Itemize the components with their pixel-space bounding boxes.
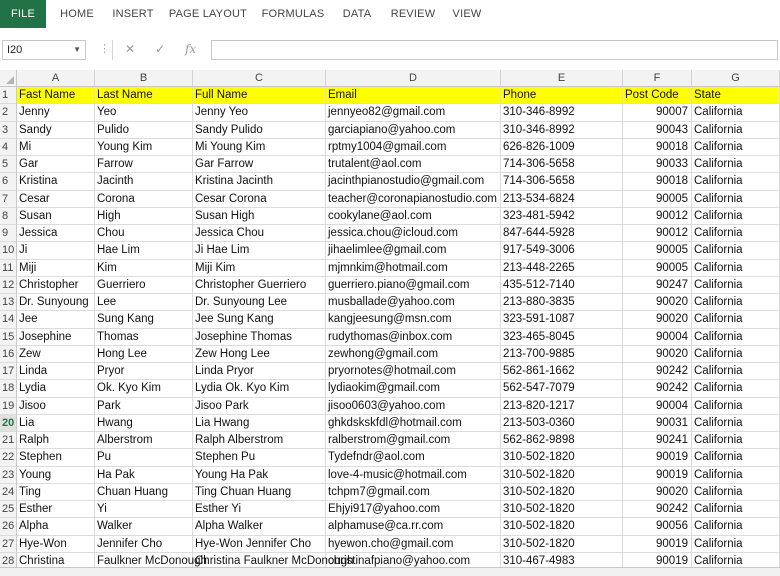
cell-b27[interactable]: Jennifer Cho	[95, 536, 193, 553]
table-header-row	[17, 87, 780, 104]
cell-b23[interactable]: Ha Pak	[95, 467, 193, 484]
cell-c22[interactable]: Stephen Pu	[193, 449, 326, 466]
table-row	[17, 208, 780, 225]
row-header[interactable]: 28	[0, 553, 17, 570]
cell-f26[interactable]: 90056	[623, 518, 692, 535]
cell-g12[interactable]: California	[692, 277, 780, 294]
cell-g20[interactable]: California	[692, 415, 780, 432]
cell-a13[interactable]: Dr. Sunyoung	[17, 294, 95, 311]
cell-e19[interactable]: 213-820-1217	[501, 398, 623, 415]
cell-f20[interactable]: 90031	[623, 415, 692, 432]
cell-e6[interactable]: 714-306-5658	[501, 173, 623, 190]
tab-view[interactable]: VIEW	[452, 8, 482, 20]
cell-g2[interactable]: California	[692, 104, 780, 121]
cell-a1[interactable]: Fast Name	[17, 87, 95, 104]
cell-a27[interactable]: Hye-Won	[17, 536, 95, 553]
table-row	[17, 432, 780, 449]
table-row	[17, 363, 780, 380]
cell-d23[interactable]: love-4-music@hotmail.com	[326, 467, 501, 484]
cell-e4[interactable]: 626-826-1009	[501, 139, 623, 156]
cell-a3[interactable]: Sandy	[17, 122, 95, 139]
cell-e10[interactable]: 917-549-3006	[501, 242, 623, 259]
cell-g24[interactable]: California	[692, 484, 780, 501]
cell-c14[interactable]: Jee Sung Kang	[193, 311, 326, 328]
cell-d13[interactable]: musballade@yahoo.com	[326, 294, 501, 311]
cell-f13[interactable]: 90020	[623, 294, 692, 311]
cell-a10[interactable]: Ji	[17, 242, 95, 259]
cell-d25[interactable]: Ehjyi917@yahoo.com	[326, 501, 501, 518]
table-row	[17, 346, 780, 363]
row-header[interactable]: 20	[0, 415, 17, 432]
cell-f12[interactable]: 90247	[623, 277, 692, 294]
formula-bar-buttons	[112, 40, 209, 60]
cell-c18[interactable]: Lydia Ok. Kyo Kim	[193, 380, 326, 397]
cell-a16[interactable]: Zew	[17, 346, 95, 363]
row-header[interactable]: 21	[0, 432, 17, 449]
spreadsheet-grid	[0, 70, 780, 575]
table-row	[17, 329, 780, 346]
row-header[interactable]: 15	[0, 329, 17, 346]
cell-a14[interactable]: Jee	[17, 311, 95, 328]
row-header[interactable]: 12	[0, 277, 17, 294]
row-header[interactable]: 27	[0, 536, 17, 553]
column-header-f[interactable]: F	[623, 70, 692, 87]
cell-a19[interactable]: Jisoo	[17, 398, 95, 415]
row-header[interactable]: 26	[0, 518, 17, 535]
chevron-down-icon[interactable]: ▼	[73, 45, 81, 54]
table-row	[17, 467, 780, 484]
cell-c24[interactable]: Ting Chuan Huang	[193, 484, 326, 501]
cell-g3[interactable]: California	[692, 122, 780, 139]
cell-d20[interactable]: ghkdskskfdl@hotmail.com	[326, 415, 501, 432]
row-header[interactable]: 7	[0, 191, 17, 208]
cell-g22[interactable]: California	[692, 449, 780, 466]
cell-g21[interactable]: California	[692, 432, 780, 449]
grip-icon: ⋮	[99, 43, 110, 55]
row-header[interactable]: 5	[0, 156, 17, 173]
cell-d16[interactable]: zewhong@gmail.com	[326, 346, 501, 363]
table-row	[17, 380, 780, 397]
cell-c3[interactable]: Sandy Pulido	[193, 122, 326, 139]
cell-a21[interactable]: Ralph	[17, 432, 95, 449]
sheet-tab-strip	[0, 567, 780, 576]
cell-c10[interactable]: Ji Hae Lim	[193, 242, 326, 259]
cell-d28[interactable]: christinafpiano@yahoo.com	[326, 553, 501, 570]
cell-c12[interactable]: Christopher Guerriero	[193, 277, 326, 294]
cell-d9[interactable]: jessica.chou@icloud.com	[326, 225, 501, 242]
row-header[interactable]: 19	[0, 398, 17, 415]
cell-a22[interactable]: Stephen	[17, 449, 95, 466]
row-header[interactable]: 6	[0, 173, 17, 190]
table-row	[17, 398, 780, 415]
select-all-icon	[6, 76, 14, 84]
row-header[interactable]: 17	[0, 363, 17, 380]
name-box[interactable]	[2, 40, 86, 60]
row-header[interactable]: 8	[0, 208, 17, 225]
cell-f24[interactable]: 90020	[623, 484, 692, 501]
cell-e1[interactable]: Phone	[501, 87, 623, 104]
row-header[interactable]: 22	[0, 449, 17, 466]
cell-d22[interactable]: Tydefndr@aol.com	[326, 449, 501, 466]
column-header-d[interactable]: D	[326, 70, 501, 87]
table-row	[17, 449, 780, 466]
tab-file[interactable]: FILE	[0, 0, 46, 28]
cell-f22[interactable]: 90019	[623, 449, 692, 466]
cell-b14[interactable]: Sung Kang	[95, 311, 193, 328]
table-row	[17, 242, 780, 259]
cell-e21[interactable]: 562-862-9898	[501, 432, 623, 449]
cell-b15[interactable]: Thomas	[95, 329, 193, 346]
cell-a24[interactable]: Ting	[17, 484, 95, 501]
cell-f2[interactable]: 90007	[623, 104, 692, 121]
table-row	[17, 225, 780, 242]
row-header[interactable]: 16	[0, 346, 17, 363]
cell-f11[interactable]: 90005	[623, 260, 692, 277]
cell-c8[interactable]: Susan High	[193, 208, 326, 225]
cell-c9[interactable]: Jessica Chou	[193, 225, 326, 242]
tab-formulas[interactable]: FORMULAS	[261, 8, 325, 20]
row-header[interactable]: 1	[0, 87, 17, 104]
row-header[interactable]: 13	[0, 294, 17, 311]
cell-f16[interactable]: 90020	[623, 346, 692, 363]
cell-a6[interactable]: Kristina	[17, 173, 95, 190]
cell-d12[interactable]: guerriero.piano@gmail.com	[326, 277, 501, 294]
ribbon-tabs	[0, 0, 780, 28]
cell-b3[interactable]: Pulido	[95, 122, 193, 139]
cell-e26[interactable]: 310-502-1820	[501, 518, 623, 535]
formula-input[interactable]	[211, 40, 778, 60]
cell-g25[interactable]: California	[692, 501, 780, 518]
cell-c2[interactable]: Jenny Yeo	[193, 104, 326, 121]
cell-a11[interactable]: Miji	[17, 260, 95, 277]
cell-g8[interactable]: California	[692, 208, 780, 225]
cell-a18[interactable]: Lydia	[17, 380, 95, 397]
column-header-a[interactable]: A	[17, 70, 95, 87]
cell-f15[interactable]: 90004	[623, 329, 692, 346]
cell-g14[interactable]: California	[692, 311, 780, 328]
cell-b12[interactable]: Guerriero	[95, 277, 193, 294]
cell-f28[interactable]: 90019	[623, 553, 692, 570]
cell-b5[interactable]: Farrow	[95, 156, 193, 173]
cell-f9[interactable]: 90012	[623, 225, 692, 242]
enter-icon[interactable]: ✓	[155, 42, 166, 56]
cell-f3[interactable]: 90043	[623, 122, 692, 139]
cell-g19[interactable]: California	[692, 398, 780, 415]
table-row	[17, 260, 780, 277]
cell-c7[interactable]: Cesar Corona	[193, 191, 326, 208]
row-header[interactable]: 18	[0, 380, 17, 397]
cell-b7[interactable]: Corona	[95, 191, 193, 208]
cell-f21[interactable]: 90241	[623, 432, 692, 449]
row-header[interactable]: 14	[0, 311, 17, 328]
cell-g18[interactable]: California	[692, 380, 780, 397]
cell-d6[interactable]: jacinthpianostudio@gmail.com	[326, 173, 501, 190]
cell-b4[interactable]: Young Kim	[95, 139, 193, 156]
cell-g13[interactable]: California	[692, 294, 780, 311]
cell-c21[interactable]: Ralph Alberstrom	[193, 432, 326, 449]
function-icon[interactable]: fx	[185, 42, 197, 56]
select-all-corner[interactable]	[0, 70, 17, 87]
cell-f1[interactable]: Post Code	[623, 87, 692, 104]
cell-g17[interactable]: California	[692, 363, 780, 380]
cell-e25[interactable]: 310-502-1820	[501, 501, 623, 518]
cell-b17[interactable]: Pryor	[95, 363, 193, 380]
cell-g9[interactable]: California	[692, 225, 780, 242]
cell-g1[interactable]: State	[692, 87, 780, 104]
cell-e24[interactable]: 310-502-1820	[501, 484, 623, 501]
cell-e11[interactable]: 213-448-2265	[501, 260, 623, 277]
cell-d19[interactable]: jisoo0603@yahoo.com	[326, 398, 501, 415]
table-row	[17, 518, 780, 535]
cell-b2[interactable]: Yeo	[95, 104, 193, 121]
cell-g4[interactable]: California	[692, 139, 780, 156]
cell-d21[interactable]: ralberstrom@gmail.com	[326, 432, 501, 449]
cell-e20[interactable]: 213-503-0360	[501, 415, 623, 432]
cell-a4[interactable]: Mi	[17, 139, 95, 156]
cell-b24[interactable]: Chuan Huang	[95, 484, 193, 501]
cell-f23[interactable]: 90019	[623, 467, 692, 484]
cell-e7[interactable]: 213-534-6824	[501, 191, 623, 208]
cell-e17[interactable]: 562-861-1662	[501, 363, 623, 380]
cell-c1[interactable]: Full Name	[193, 87, 326, 104]
cell-f6[interactable]: 90018	[623, 173, 692, 190]
cell-f27[interactable]: 90019	[623, 536, 692, 553]
cell-c4[interactable]: Mi Young Kim	[193, 139, 326, 156]
cell-c6[interactable]: Kristina Jacinth	[193, 173, 326, 190]
tab-review[interactable]: REVIEW	[390, 8, 436, 20]
cell-b6[interactable]: Jacinth	[95, 173, 193, 190]
cell-e12[interactable]: 435-512-7140	[501, 277, 623, 294]
cell-f17[interactable]: 90242	[623, 363, 692, 380]
cell-e15[interactable]: 323-465-8045	[501, 329, 623, 346]
cell-d27[interactable]: hyewon.cho@gmail.com	[326, 536, 501, 553]
cell-e23[interactable]: 310-502-1820	[501, 467, 623, 484]
column-header-e[interactable]: E	[501, 70, 623, 87]
cell-f10[interactable]: 90005	[623, 242, 692, 259]
table-row	[17, 415, 780, 432]
cell-d24[interactable]: tchpm7@gmail.com	[326, 484, 501, 501]
cell-b19[interactable]: Park	[95, 398, 193, 415]
cell-f25[interactable]: 90242	[623, 501, 692, 518]
cell-a7[interactable]: Cesar	[17, 191, 95, 208]
cell-d26[interactable]: alphamuse@ca.rr.com	[326, 518, 501, 535]
cell-a26[interactable]: Alpha	[17, 518, 95, 535]
cell-e3[interactable]: 310-346-8992	[501, 122, 623, 139]
cell-g11[interactable]: California	[692, 260, 780, 277]
table-row	[17, 484, 780, 501]
cell-f8[interactable]: 90012	[623, 208, 692, 225]
cell-b22[interactable]: Pu	[95, 449, 193, 466]
cell-g28[interactable]: California	[692, 553, 780, 570]
cell-b13[interactable]: Lee	[95, 294, 193, 311]
cell-a17[interactable]: Linda	[17, 363, 95, 380]
cell-c15[interactable]: Josephine Thomas	[193, 329, 326, 346]
cell-g26[interactable]: California	[692, 518, 780, 535]
cell-b9[interactable]: Chou	[95, 225, 193, 242]
cell-a25[interactable]: Esther	[17, 501, 95, 518]
cell-b1[interactable]: Last Name	[95, 87, 193, 104]
cell-a23[interactable]: Young	[17, 467, 95, 484]
cell-c23[interactable]: Young Ha Pak	[193, 467, 326, 484]
row-header[interactable]: 23	[0, 467, 17, 484]
column-header-c[interactable]: C	[193, 70, 326, 87]
table-row	[17, 139, 780, 156]
cell-b8[interactable]: High	[95, 208, 193, 225]
cell-c5[interactable]: Gar Farrow	[193, 156, 326, 173]
cell-b20[interactable]: Hwang	[95, 415, 193, 432]
cell-g15[interactable]: California	[692, 329, 780, 346]
row-header[interactable]: 11	[0, 260, 17, 277]
cell-e22[interactable]: 310-502-1820	[501, 449, 623, 466]
tab-page-layout[interactable]: PAGE LAYOUT	[168, 8, 248, 20]
cell-d5[interactable]: trutalent@aol.com	[326, 156, 501, 173]
cell-a2[interactable]: Jenny	[17, 104, 95, 121]
cell-f5[interactable]: 90033	[623, 156, 692, 173]
cell-c17[interactable]: Linda Pryor	[193, 363, 326, 380]
cell-a9[interactable]: Jessica	[17, 225, 95, 242]
cell-g16[interactable]: California	[692, 346, 780, 363]
cell-g23[interactable]: California	[692, 467, 780, 484]
cell-e13[interactable]: 213-880-3835	[501, 294, 623, 311]
cell-g6[interactable]: California	[692, 173, 780, 190]
cell-d3[interactable]: garciapiano@yahoo.com	[326, 122, 501, 139]
cell-a5[interactable]: Gar	[17, 156, 95, 173]
table-row	[17, 294, 780, 311]
cell-c19[interactable]: Jisoo Park	[193, 398, 326, 415]
table-row	[17, 104, 780, 121]
cell-b10[interactable]: Hae Lim	[95, 242, 193, 259]
row-header[interactable]: 25	[0, 501, 17, 518]
cell-d18[interactable]: lydiaokim@gmail.com	[326, 380, 501, 397]
table-row	[17, 122, 780, 139]
cell-b26[interactable]: Walker	[95, 518, 193, 535]
cell-a12[interactable]: Christopher	[17, 277, 95, 294]
cell-c20[interactable]: Lia Hwang	[193, 415, 326, 432]
table-row	[17, 501, 780, 518]
cell-d15[interactable]: rudythomas@inbox.com	[326, 329, 501, 346]
cell-e16[interactable]: 213-700-9885	[501, 346, 623, 363]
cell-e9[interactable]: 847-644-5928	[501, 225, 623, 242]
cell-d7[interactable]: teacher@coronapianostudio.com	[326, 191, 501, 208]
cell-c26[interactable]: Alpha Walker	[193, 518, 326, 535]
cell-e18[interactable]: 562-547-7079	[501, 380, 623, 397]
cell-f7[interactable]: 90005	[623, 191, 692, 208]
cell-f4[interactable]: 90018	[623, 139, 692, 156]
cell-c28[interactable]: Christina Faulkner McDonough	[193, 553, 326, 570]
cell-b28[interactable]: Faulkner McDonough	[95, 553, 193, 570]
row-header[interactable]: 24	[0, 484, 17, 501]
cell-d17[interactable]: pryornotes@hotmail.com	[326, 363, 501, 380]
cell-b18[interactable]: Ok. Kyo Kim	[95, 380, 193, 397]
cell-d10[interactable]: jihaelimlee@gmail.com	[326, 242, 501, 259]
name-box-value: I20	[7, 44, 23, 56]
cell-b11[interactable]: Kim	[95, 260, 193, 277]
cell-c25[interactable]: Esther Yi	[193, 501, 326, 518]
cancel-icon[interactable]: ✕	[125, 42, 136, 56]
column-header-g[interactable]: G	[692, 70, 780, 87]
cell-b16[interactable]: Hong Lee	[95, 346, 193, 363]
cell-d2[interactable]: jennyeo82@gmail.com	[326, 104, 501, 121]
table-row	[17, 536, 780, 553]
cell-d11[interactable]: mjmnkim@hotmail.com	[326, 260, 501, 277]
row-header[interactable]: 4	[0, 139, 17, 156]
cell-c16[interactable]: Zew Hong Lee	[193, 346, 326, 363]
table-row	[17, 311, 780, 328]
row-header[interactable]: 3	[0, 122, 17, 139]
table-row	[17, 277, 780, 294]
row-header[interactable]: 10	[0, 242, 17, 259]
cell-g5[interactable]: California	[692, 156, 780, 173]
cell-a15[interactable]: Josephine	[17, 329, 95, 346]
cell-e14[interactable]: 323-591-1087	[501, 311, 623, 328]
cell-e27[interactable]: 310-502-1820	[501, 536, 623, 553]
cell-d14[interactable]: kangjeesung@msn.com	[326, 311, 501, 328]
table-row	[17, 191, 780, 208]
cell-f18[interactable]: 90242	[623, 380, 692, 397]
cell-d1[interactable]: Email	[326, 87, 501, 104]
cell-c11[interactable]: Miji Kim	[193, 260, 326, 277]
cell-a20[interactable]: Lia	[17, 415, 95, 432]
cell-f14[interactable]: 90020	[623, 311, 692, 328]
cell-e2[interactable]: 310-346-8992	[501, 104, 623, 121]
cell-g10[interactable]: California	[692, 242, 780, 259]
cell-b25[interactable]: Yi	[95, 501, 193, 518]
cell-g7[interactable]: California	[692, 191, 780, 208]
cell-c27[interactable]: Hye-Won Jennifer Cho	[193, 536, 326, 553]
cell-c13[interactable]: Dr. Sunyoung Lee	[193, 294, 326, 311]
cell-e8[interactable]: 323-481-5942	[501, 208, 623, 225]
cell-d4[interactable]: rptmy1004@gmail.com	[326, 139, 501, 156]
tab-insert[interactable]: INSERT	[112, 8, 154, 20]
tab-data[interactable]: DATA	[342, 8, 372, 20]
row-header[interactable]: 2	[0, 104, 17, 121]
cell-a28[interactable]: Christina	[17, 553, 95, 570]
cell-e28[interactable]: 310-467-4983	[501, 553, 623, 570]
cell-a8[interactable]: Susan	[17, 208, 95, 225]
cell-e5[interactable]: 714-306-5658	[501, 156, 623, 173]
tab-home[interactable]: HOME	[60, 8, 94, 20]
cell-b21[interactable]: Alberstrom	[95, 432, 193, 449]
cell-g27[interactable]: California	[692, 536, 780, 553]
cell-f19[interactable]: 90004	[623, 398, 692, 415]
formula-bar	[0, 38, 780, 64]
table-row	[17, 156, 780, 173]
cell-d8[interactable]: cookylane@aol.com	[326, 208, 501, 225]
column-header-b[interactable]: B	[95, 70, 193, 87]
table-row	[17, 173, 780, 190]
row-header[interactable]: 9	[0, 225, 17, 242]
